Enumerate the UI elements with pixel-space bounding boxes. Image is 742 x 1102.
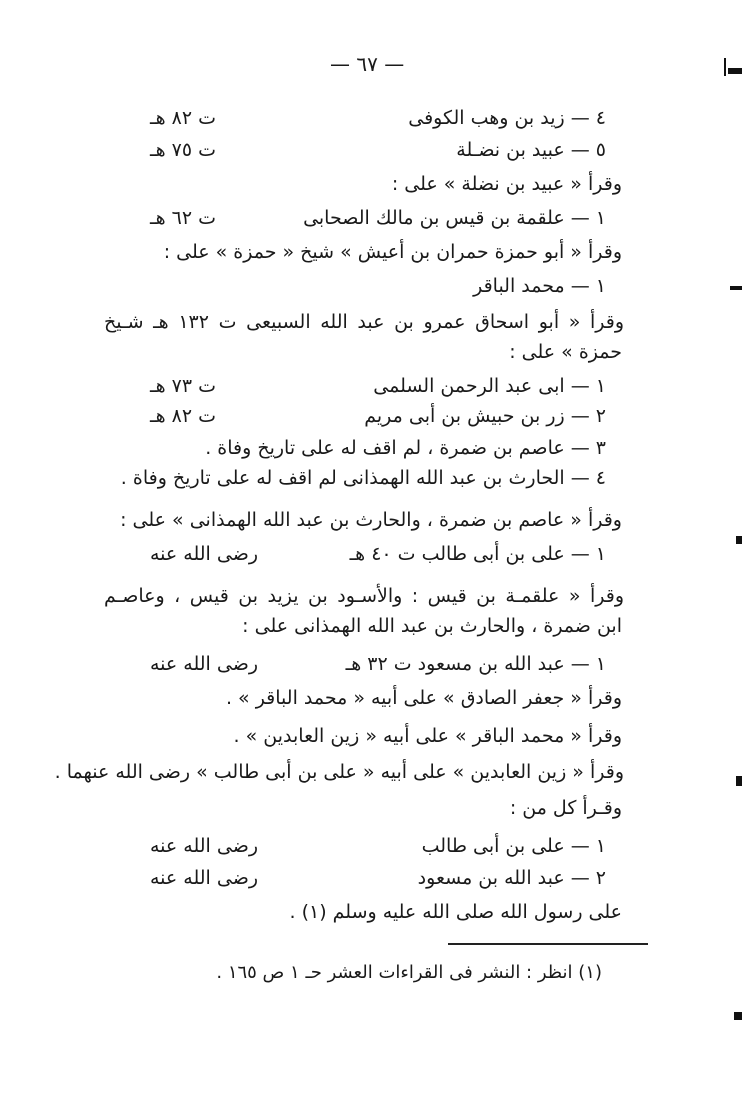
scan-mark [724,58,726,76]
scan-mark [734,1012,742,1020]
text-line: ٤ — الحارث بن عبد الله الهمذانى لم اقف له على تاريخ وفاة . [120,467,606,489]
text-line: وقرأ « أبو حمزة حمران بن أعيش » شيخ « حمزة » على : [163,241,622,263]
text-line: على رسول الله صلى الله عليه وسلم (١) . [289,901,622,923]
scan-mark [736,776,742,786]
text-line: ٢ — عبد الله بن مسعود [417,867,606,889]
page-number: — ٦٧ — [330,52,405,76]
text-line: وقرأ « محمد الباقر » على أبيه « زين العابدين » . [233,725,622,747]
honorific: رضى الله عنه [150,867,259,889]
text-line: ١ — على بن أبى طالب [421,835,606,857]
text-line: ابن ضمرة ، والحارث بن عبد الله الهمذانى على : [242,615,622,637]
death-date: ت ٧٣ هـ [150,375,216,397]
text-line: وقرأ « زين العابدين » على أبيه « على بن أبى طالب » رضى الله عنهما . [54,761,624,783]
footnote-rule [448,943,648,945]
scan-mark [728,68,742,74]
text-line: ١ — ابى عبد الرحمن السلمى [373,375,606,397]
text-line: وقرأ « عبيد بن نضلة » على : [391,173,622,195]
death-date: ت ٦٢ هـ [150,207,216,229]
footnote: (١) انظر : النشر فى القراءات العشر حـ ١ ص ١٦٥ . [216,962,602,983]
text-line: ٣ — عاصم بن ضمرة ، لم اقف له على تاريخ وفاة . [205,437,606,459]
scan-mark [736,536,742,544]
honorific: رضى الله عنه [150,653,259,675]
scan-mark [730,286,742,290]
text-line: ٥ — عبيد بن نضـلة [456,139,606,161]
death-date: ت ٧٥ هـ [150,139,216,161]
text-line: ١ — علقمة بن قيس بن مالك الصحابى [303,207,606,229]
text-line: وقرأ « جعفر الصادق » على أبيه « محمد الباقر » . [225,687,622,709]
death-date: ت ٨٢ هـ [150,405,216,427]
text-line: وقرأ « علقمـة بن قيس : والأسـود بن يزيد بن قيس ، وعاصـم [104,585,624,607]
text-line: ١ — على بن أبى طالب ت ٤٠ هـ [349,543,606,565]
death-date: ت ٨٢ هـ [150,107,216,129]
text-line: وقـرأ كل من : [509,797,622,819]
text-line: ١ — عبد الله بن مسعود ت ٣٢ هـ [345,653,606,675]
text-line: وقرأ « عاصم بن ضمرة ، والحارث بن عبد الله الهمذانى » على : [120,509,622,531]
text-line: ٢ — زر بن حبيش بن أبى مريم [364,405,606,427]
honorific: رضى الله عنه [150,835,259,857]
text-line: حمزة » على : [509,341,622,363]
text-line: ٤ — زيد بن وهب الكوفى [408,107,606,129]
text-line: ١ — محمد الباقر [473,275,606,297]
text-line: وقرأ « أبو اسحاق عمرو بن عبد الله السبيعى ت ١٣٢ هـ شـيخ [104,311,625,333]
honorific: رضى الله عنه [150,543,259,565]
